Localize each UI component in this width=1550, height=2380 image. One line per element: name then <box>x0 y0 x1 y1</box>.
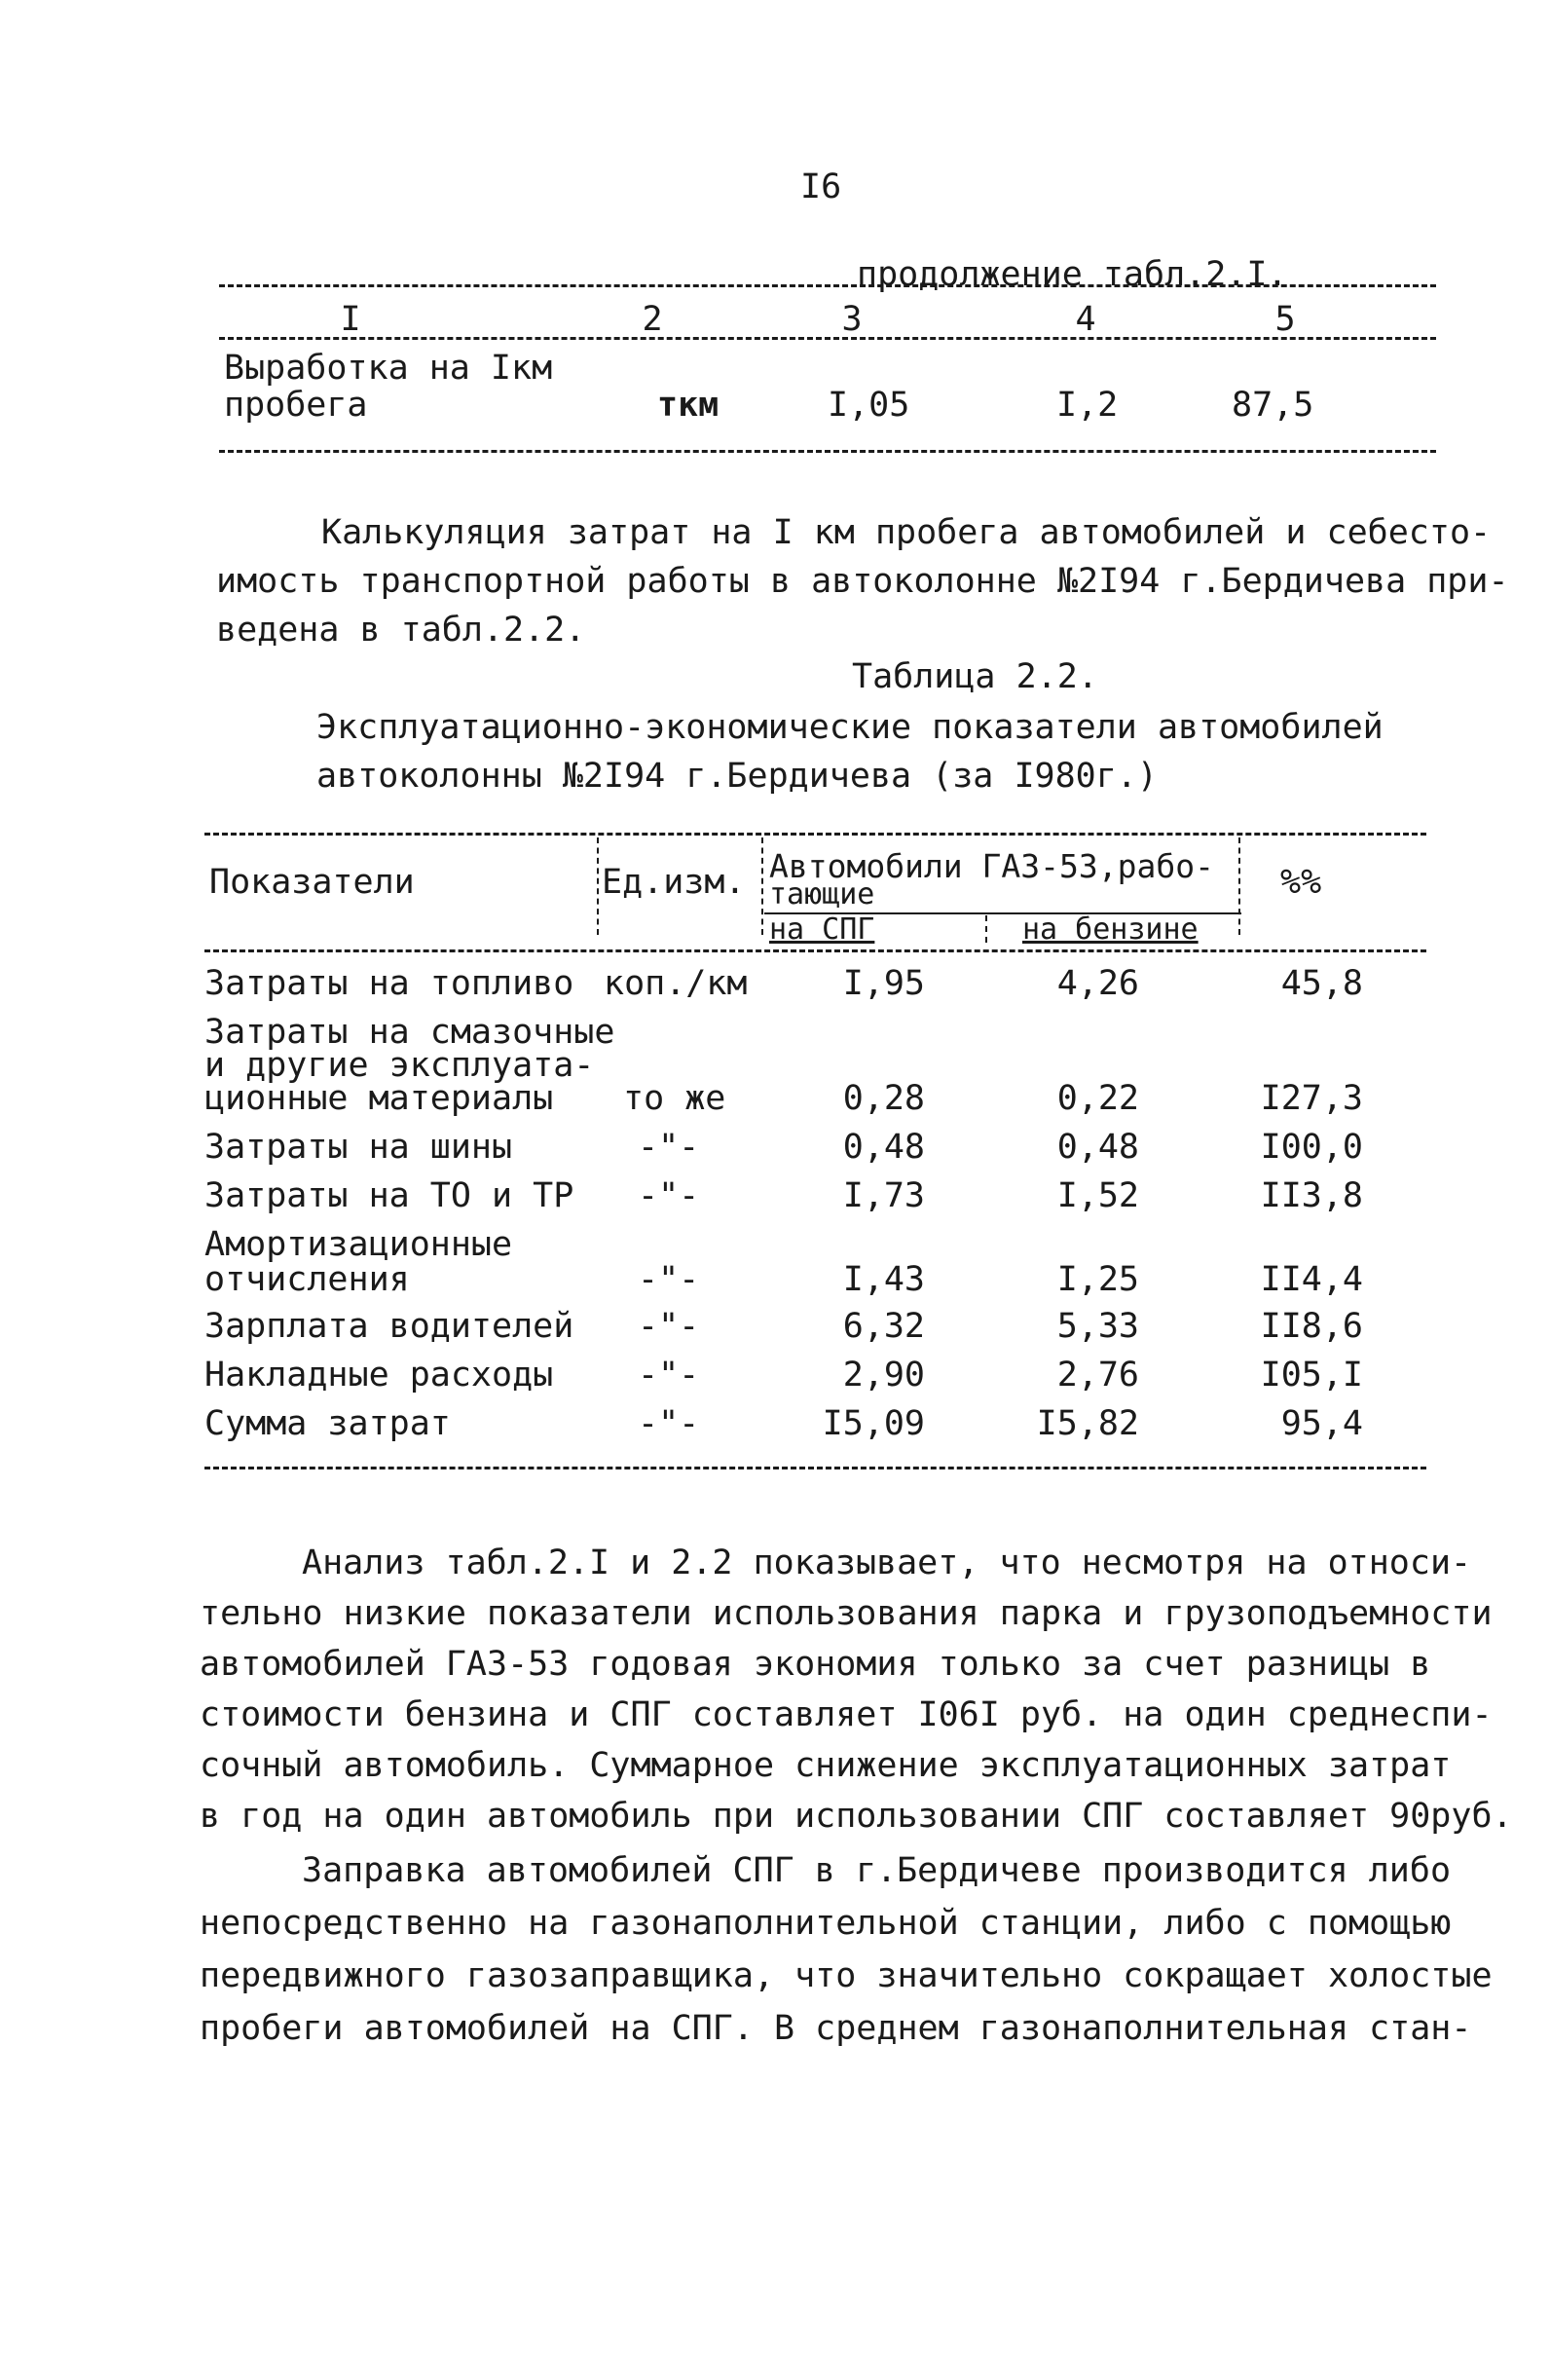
table-bottom-rule <box>219 450 1436 453</box>
page-number: I6 <box>800 167 842 206</box>
paragraph-line: ведена в табл.2.2. <box>216 611 586 650</box>
row-label: Накладные расходы <box>204 1356 554 1395</box>
row-pct: II8,6 <box>1260 1307 1363 1346</box>
row-unit: -"- <box>638 1176 700 1215</box>
row-unit: -"- <box>638 1128 700 1167</box>
column-number: I <box>340 300 361 339</box>
row-label: Выработка на Iкм <box>224 349 553 388</box>
row-petrol: I,52 <box>1056 1176 1139 1215</box>
paragraph-line: стоимости бензина и СПГ составляет I06I руб. на один среднеспи- <box>200 1695 1493 1734</box>
row-unit: -"- <box>638 1356 700 1395</box>
row-petrol: I,25 <box>1056 1260 1139 1299</box>
row-pct: 45,8 <box>1280 964 1363 1003</box>
row-unit: -"- <box>638 1404 700 1443</box>
table-label: Таблица 2.2. <box>852 657 1098 696</box>
row-petrol: 0,48 <box>1056 1128 1139 1167</box>
row-lpg: 0,28 <box>842 1079 925 1118</box>
row-lpg: I,73 <box>842 1176 925 1215</box>
row-label: Зарплата водителей <box>204 1307 574 1346</box>
header-cars: тающие <box>769 877 875 911</box>
row-label: пробега <box>224 386 368 425</box>
paragraph-line: Заправка автомобилей СПГ в г.Бердичеве производится либо <box>302 1851 1452 1890</box>
row-lpg: I,43 <box>842 1260 925 1299</box>
column-number: 4 <box>1075 300 1096 339</box>
row-petrol: I5,82 <box>1036 1404 1139 1443</box>
row-label: ционные материалы <box>204 1079 554 1118</box>
header-percent: %% <box>1280 863 1322 902</box>
row-petrol: 2,76 <box>1056 1356 1139 1395</box>
header-on-petrol: на бензине <box>1022 912 1199 947</box>
row-unit: -"- <box>638 1307 700 1346</box>
row-label: Затраты на топливо <box>204 964 574 1003</box>
row-value: 87,5 <box>1232 386 1314 425</box>
column-divider <box>1238 837 1240 935</box>
column-number: 5 <box>1274 300 1296 339</box>
row-pct: I00,0 <box>1260 1128 1363 1167</box>
header-indicator: Показатели <box>209 863 415 902</box>
column-divider <box>597 837 599 935</box>
header-unit: Ед.изм. <box>602 863 746 902</box>
row-petrol: 0,22 <box>1056 1079 1139 1118</box>
paragraph-line: Калькуляция затрат на I км пробега автомобилей и себесто- <box>321 513 1492 552</box>
paragraph-line: передвижного газозаправщика, что значительно сокращает холостые <box>200 1956 1493 1995</box>
row-lpg: 6,32 <box>842 1307 925 1346</box>
paragraph-line: Анализ табл.2.I и 2.2 показывает, что несмотря на относи- <box>302 1543 1472 1582</box>
paragraph-line: сочный автомобиль. Суммарное снижение эксплуатационных затрат <box>200 1746 1452 1785</box>
paragraph-line: непосредственно на газонаполнительной станции, либо с помощью <box>200 1904 1452 1943</box>
row-label: Затраты на смазочные <box>204 1013 615 1052</box>
table-title: Эксплуатационно-экономические показатели автомобилей <box>316 708 1384 747</box>
paragraph-line: имость транспортной работы в автоколонне №2I94 г.Бердичева при- <box>216 562 1509 601</box>
row-label: Сумма затрат <box>204 1404 451 1443</box>
column-divider <box>761 837 763 935</box>
row-lpg: I5,09 <box>822 1404 925 1443</box>
row-lpg: 2,90 <box>842 1356 925 1395</box>
paragraph-line: пробеги автомобилей на СПГ. В среднем газонаполнительная стан- <box>200 2009 1472 2048</box>
row-unit: то же <box>623 1079 726 1118</box>
column-number: 3 <box>841 300 863 339</box>
row-petrol: 4,26 <box>1056 964 1139 1003</box>
row-petrol: 5,33 <box>1056 1307 1139 1346</box>
paragraph-line: в год на один автомобиль при использовании СПГ составляет 90руб. <box>200 1797 1513 1836</box>
table-title: автоколонны №2I94 г.Бердичева (за I980г.) <box>316 757 1158 796</box>
row-label: Затраты на шины <box>204 1128 513 1167</box>
row-pct: II4,4 <box>1260 1260 1363 1299</box>
row-pct: I27,3 <box>1260 1079 1363 1118</box>
row-pct: 95,4 <box>1280 1404 1363 1443</box>
row-value: I,2 <box>1056 386 1119 425</box>
column-divider <box>985 915 987 943</box>
table-header-rule <box>219 337 1436 340</box>
table-caption: продолжение табл.2.I. <box>857 255 1288 294</box>
row-label: Затраты на ТО и ТР <box>204 1176 574 1215</box>
header-on-lpg: на СПГ <box>769 912 875 947</box>
row-label: отчисления <box>204 1260 410 1299</box>
table-bottom-rule <box>204 1467 1426 1469</box>
table-top-rule <box>204 833 1426 836</box>
row-unit: ткм <box>657 386 720 425</box>
table-header-rule <box>204 949 1426 952</box>
row-unit: -"- <box>638 1260 700 1299</box>
row-unit: коп./км <box>604 964 748 1003</box>
paragraph-line: автомобилей ГАЗ-53 годовая экономия только за счет разницы в <box>200 1645 1431 1684</box>
row-label: Амортизационные <box>204 1225 513 1264</box>
row-lpg: 0,48 <box>842 1128 925 1167</box>
row-pct: II3,8 <box>1260 1176 1363 1215</box>
paragraph-line: тельно низкие показатели использования парка и грузоподъемности <box>200 1594 1493 1633</box>
row-lpg: I,95 <box>842 964 925 1003</box>
table-top-rule <box>219 284 1436 287</box>
row-pct: I05,I <box>1260 1356 1363 1395</box>
column-number: 2 <box>642 300 663 339</box>
header-cars: Автомобили ГАЗ-53,рабо- <box>769 847 1214 885</box>
row-value: I,05 <box>828 386 910 425</box>
row-label: и другие эксплуата- <box>204 1046 595 1085</box>
